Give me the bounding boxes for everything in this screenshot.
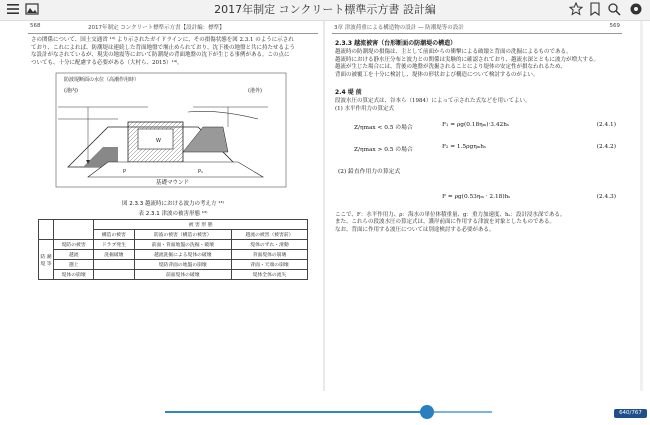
table-header: 防波の被害（構造の被害） [134, 230, 231, 240]
left-page [28, 21, 318, 381]
bookmark-icon[interactable] [587, 2, 603, 18]
body-text: 越流時における静水圧分布と波力との関係は実験的に確認されており、越流水深とともに波力が増大する。 [335, 56, 600, 63]
svg-text:P₁: P₁ [198, 169, 204, 176]
body-text: 段波水圧の算定式は、谷本ら（1984）によって示された式などを用いてよい。 [335, 98, 531, 105]
table-cell: 越流 [54, 250, 94, 260]
page-slider-progress [165, 411, 427, 413]
formula-number: (2.4.2) [596, 143, 616, 150]
body-text: (1) 水平作用力の算定式 [335, 105, 395, 112]
body-text: ており、これによれば、防潮堤は連続した背面地盤で堰止められており、沈下後の地盤と共に持たせるよう [31, 44, 296, 51]
formula [332, 164, 622, 176]
body-text: 越流時の防潮堤の損傷は、主として前面からの衝撃による破壊と背面の洗掘によるものである。 [335, 49, 572, 55]
page-slider-knob[interactable] [420, 405, 434, 419]
settings-icon[interactable] [628, 2, 644, 18]
formula [332, 120, 622, 132]
table-header-group: 被 害 形 態 [94, 220, 308, 230]
table-cell: 堤防背面の地盤の崩壊 [134, 260, 231, 270]
table-row [39, 250, 308, 260]
running-title: 2017年制定 コンクリート標準示方書【設計編：標準】 [88, 25, 225, 31]
body-text: さの関係について、国土交通省 ¹³⁾ より示されたガイドラインに、その損傷状態を図 2.3.1 のように示され [31, 37, 294, 43]
running-header-left [28, 21, 318, 34]
formula [332, 142, 622, 154]
table-cell: 前面堤体の破壊 [134, 270, 231, 280]
table-header: 構造の被害 [94, 230, 134, 240]
body-text: なお、背面に作用する波圧については別途検討する必要がある。 [335, 226, 495, 233]
table-cell: ドラブ発生 [94, 240, 134, 250]
figure-label-title: 防波堤断面の水位（高潮作用時） [64, 77, 140, 84]
page-navigation-bar [0, 395, 650, 425]
table-cell [94, 260, 134, 270]
right-scrollbar[interactable] [640, 21, 643, 391]
table-cell: 堤体全体の流失 [231, 270, 307, 280]
table-cell: 堤防の被害 [54, 240, 94, 250]
body-text: な設計がなされているが、現実の地震等において防潮堤の背面地盤の沈下が生じる事例がある。この点に [31, 52, 290, 59]
table-caption: 表 2.3.1 津波の被害形態 ¹³⁾ [138, 211, 208, 218]
figure-caption: 図 2.3.3 越流時における波力の考え方 ¹³⁾ [121, 201, 224, 208]
wave-force-figure [28, 67, 318, 197]
table-cell: 前面・背面地盤の洗掘・破壊 [134, 240, 231, 250]
page-number: 568 [30, 23, 41, 29]
table-cell: 背面堤体の崩壊 [231, 250, 307, 260]
formula-equation: F₁ = ρg(0.18ηₘ)·3.42hₛ [442, 121, 509, 128]
page-number: 569 [609, 23, 620, 29]
page-counter-badge: 640/767 [614, 409, 647, 418]
formula-equation: F = ρg(0.53ηₘ · 2.18)hₛ [442, 193, 511, 200]
body-text: ついても、十分に配慮する必要がある（大村ら、2015）¹⁴⁾。 [31, 59, 183, 66]
running-header-right [332, 21, 622, 34]
table-corner [39, 220, 54, 240]
table-cell: 洗掘破壊 [94, 250, 134, 260]
table-cell: 遡上 [54, 260, 94, 270]
table-side-label: 防 潮 堤 等 [39, 240, 54, 280]
formula-number: (2.4.1) [596, 121, 616, 128]
body-text: 越流が生じた場合には、背後の地盤が洗掘されることにより堤体の安定性が損なわれるため、 [335, 64, 566, 71]
formula-condition: Z/ηmax < 0.5 の場合 [354, 124, 413, 131]
figure-label-foundation: 基礎マウンド [156, 180, 190, 187]
formula-condition: (2) 鉛直作用力の算定式 [338, 168, 401, 175]
top-toolbar [0, 0, 650, 21]
table-row [39, 240, 308, 250]
figure-label-harbor: (港内) [64, 88, 78, 95]
figure-label-sea: (港外) [248, 88, 262, 95]
section-heading: 2.4 堤 前 [335, 89, 362, 97]
formula [332, 192, 622, 204]
table-row [39, 260, 308, 270]
section-heading: 2.3.3 越流被害（台形断面の防潮堤の構造） [335, 40, 457, 47]
body-text: また、これらの段波水圧の算定式は、護岸前面に作用する津波を対象としたものである。 [335, 219, 556, 226]
window-title: 2017年制定 コンクリート標準示方書 設計編 [214, 3, 436, 16]
table-cell [94, 270, 134, 280]
formula-number: (2.4.3) [596, 193, 616, 200]
body-text: 背面の被覆工を十分に検討し、堤体の形状および構造について検討するのがよい。 [335, 71, 539, 78]
table-cell: 堤体の崩壊 [54, 270, 94, 280]
table-cell: 堤体のずれ・滑動 [231, 240, 307, 250]
star-icon[interactable] [568, 2, 584, 18]
body-text: ここで、F：水平作用力、ρ：海水の単位体積重量、g：重力加速度、hₛ：設計浸水深である。 [335, 211, 566, 218]
table-corner [54, 220, 94, 240]
svg-text:W: W [156, 138, 161, 145]
formula-condition: Z/ηmax > 0.5 の場合 [354, 146, 413, 153]
table-cell: 背面・天端の崩壊 [231, 260, 307, 270]
table-row [39, 270, 308, 280]
right-page [332, 21, 622, 381]
formula-equation: F₂ = 1.5ρgηₘhₛ [442, 143, 486, 150]
table-header: 越流の被害（被害前） [231, 230, 307, 240]
search-icon[interactable] [606, 2, 622, 18]
svg-text:P: P [123, 169, 127, 176]
running-title: 3章 津波荷重による構造物の設計 ― 防潮堤等の設計 [334, 25, 464, 31]
damage-table [38, 219, 308, 280]
page-gutter [323, 21, 325, 391]
table-cell: 越流洗掘による堤体の破壊 [134, 250, 231, 260]
